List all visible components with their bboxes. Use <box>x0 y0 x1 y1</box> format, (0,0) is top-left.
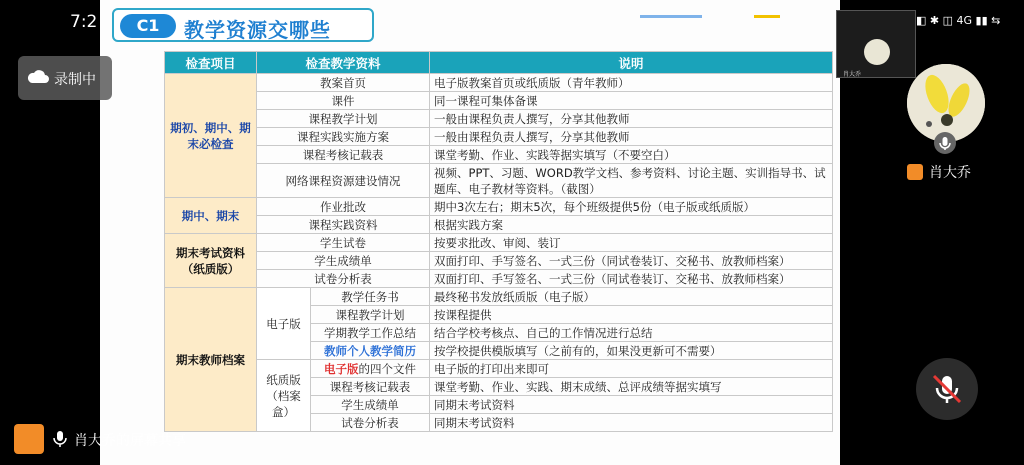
desc-cell: 视频、PPT、习题、WORD教学文档、参考资料、讨论主题、实训指导书、试题库、电子教材等资料。（截图） <box>430 164 833 198</box>
mute-button[interactable] <box>916 358 978 420</box>
user-icon <box>907 164 923 180</box>
header-cell: 说明 <box>430 52 833 74</box>
material-cell: 教师个人教学简历 <box>311 342 430 360</box>
status-time: 7:2 <box>70 12 98 32</box>
desc-cell: 一般由课程负责人撰写，分享其他教师 <box>430 128 833 146</box>
avatar-image <box>907 64 985 142</box>
table-row <box>165 216 833 234</box>
participant-name <box>907 162 971 182</box>
subcategory-cell: 纸质版（档案盒） <box>257 360 311 432</box>
material-cell: 课程教学计划 <box>257 110 430 128</box>
material-cell: 试卷分析表 <box>257 270 430 288</box>
self-video-thumbnail[interactable] <box>836 10 916 78</box>
table-row <box>165 270 833 288</box>
desc-cell: 双面打印、手写签名、一式三份（同试卷装订、交秘书、放教师档案） <box>430 252 833 270</box>
material-cell: 课程实践资料 <box>257 216 430 234</box>
decor-line <box>640 15 702 18</box>
desc-cell: 根据实践方案 <box>430 216 833 234</box>
material-cell: 网络课程资源建设情况 <box>257 164 430 198</box>
table-row <box>165 146 833 164</box>
material-highlight: 电子版 <box>324 361 359 376</box>
decor-line <box>754 15 780 18</box>
user-icon <box>14 424 44 454</box>
material-cell <box>311 360 430 378</box>
table-row <box>165 92 833 110</box>
desc-cell: 同期末考试资料 <box>430 414 833 432</box>
material-cell: 课程考核记载表 <box>257 146 430 164</box>
category-cell: 期末考试资料（纸质版） <box>165 234 257 288</box>
material-cell: 课程考核记载表 <box>311 378 430 396</box>
header-cell: 检查教学资料 <box>257 52 430 74</box>
table-row <box>165 74 833 92</box>
status-icons: ◧ ✱ ◫ 4G ▮▮ ⇆ <box>916 14 1001 27</box>
table-row <box>165 234 833 252</box>
desc-cell: 一般由课程负责人撰写，分享其他教师 <box>430 110 833 128</box>
recording-label: 录制中 <box>54 72 96 88</box>
mic-muted-icon <box>916 358 978 420</box>
avatar <box>864 39 890 65</box>
recording-indicator[interactable] <box>18 56 112 100</box>
desc-cell: 按要求批改、审阅、装订 <box>430 234 833 252</box>
slide-title: 教学资源交哪些 <box>184 18 331 42</box>
table-row <box>165 164 833 198</box>
material-cell: 教学任务书 <box>311 288 430 306</box>
header-cell: 检查项目 <box>165 52 257 74</box>
material-cell: 学生成绩单 <box>257 252 430 270</box>
slide-title-box <box>112 8 374 42</box>
desc-cell: 结合学校考核点、自己的工作情况进行总结 <box>430 324 833 342</box>
material-tail: 的四个文件 <box>358 361 416 376</box>
category-cell: 期中、期末 <box>165 198 257 234</box>
subcategory-cell: 电子版 <box>257 288 311 360</box>
material-cell: 课程实践实施方案 <box>257 128 430 146</box>
desc-cell: 电子版的打印出来即可 <box>430 360 833 378</box>
desc-cell: 同一课程可集体备课 <box>430 92 833 110</box>
mic-badge-icon <box>934 132 956 154</box>
table-row <box>165 252 833 270</box>
table-row <box>165 288 833 306</box>
logo-icon: C1 <box>120 14 176 38</box>
category-cell: 期初、期中、期末必检查 <box>165 74 257 198</box>
material-cell: 作业批改 <box>257 198 430 216</box>
material-cell: 学生成绩单 <box>311 396 430 414</box>
participant-name-label: 肖大乔 <box>929 165 971 181</box>
material-cell: 课程教学计划 <box>311 306 430 324</box>
share-label: 肖大乔的屏幕共享 <box>74 433 186 449</box>
desc-cell: 按学校提供模版填写（之前有的，如果没更新可不需要） <box>430 342 833 360</box>
desc-cell: 双面打印、手写签名、一式三份（同试卷装订、交秘书、放教师档案） <box>430 270 833 288</box>
material-cell: 教案首页 <box>257 74 430 92</box>
desc-cell: 期中3次左右；期末5次，每个班级提供5份（电子版或纸质版） <box>430 198 833 216</box>
mic-icon <box>52 430 68 448</box>
table-row <box>165 360 833 378</box>
desc-cell: 同期末考试资料 <box>430 396 833 414</box>
material-cell: 试卷分析表 <box>311 414 430 432</box>
material-cell: 课件 <box>257 92 430 110</box>
table-row <box>165 128 833 146</box>
thumbnail-name: 肖大乔 <box>843 71 862 78</box>
desc-cell: 课堂考勤、作业、实践、期末成绩、总评成绩等据实填写 <box>430 378 833 396</box>
table-header-row <box>165 52 833 74</box>
desc-cell: 课堂考勤、作业、实践等据实填写（不要空白） <box>430 146 833 164</box>
participant-avatar[interactable] <box>907 64 985 142</box>
desc-cell: 电子版教案首页或纸质版（青年教师） <box>430 74 833 92</box>
resource-table <box>164 51 833 432</box>
material-cell: 学期教学工作总结 <box>311 324 430 342</box>
table-row <box>165 198 833 216</box>
shared-slide <box>100 0 840 465</box>
material-cell: 学生试卷 <box>257 234 430 252</box>
table-row <box>165 110 833 128</box>
desc-cell: 按课程提供 <box>430 306 833 324</box>
desc-cell: 最终秘书发放纸质版（电子版） <box>430 288 833 306</box>
cloud-icon <box>26 68 50 84</box>
category-cell: 期末教师档案 <box>165 288 257 432</box>
